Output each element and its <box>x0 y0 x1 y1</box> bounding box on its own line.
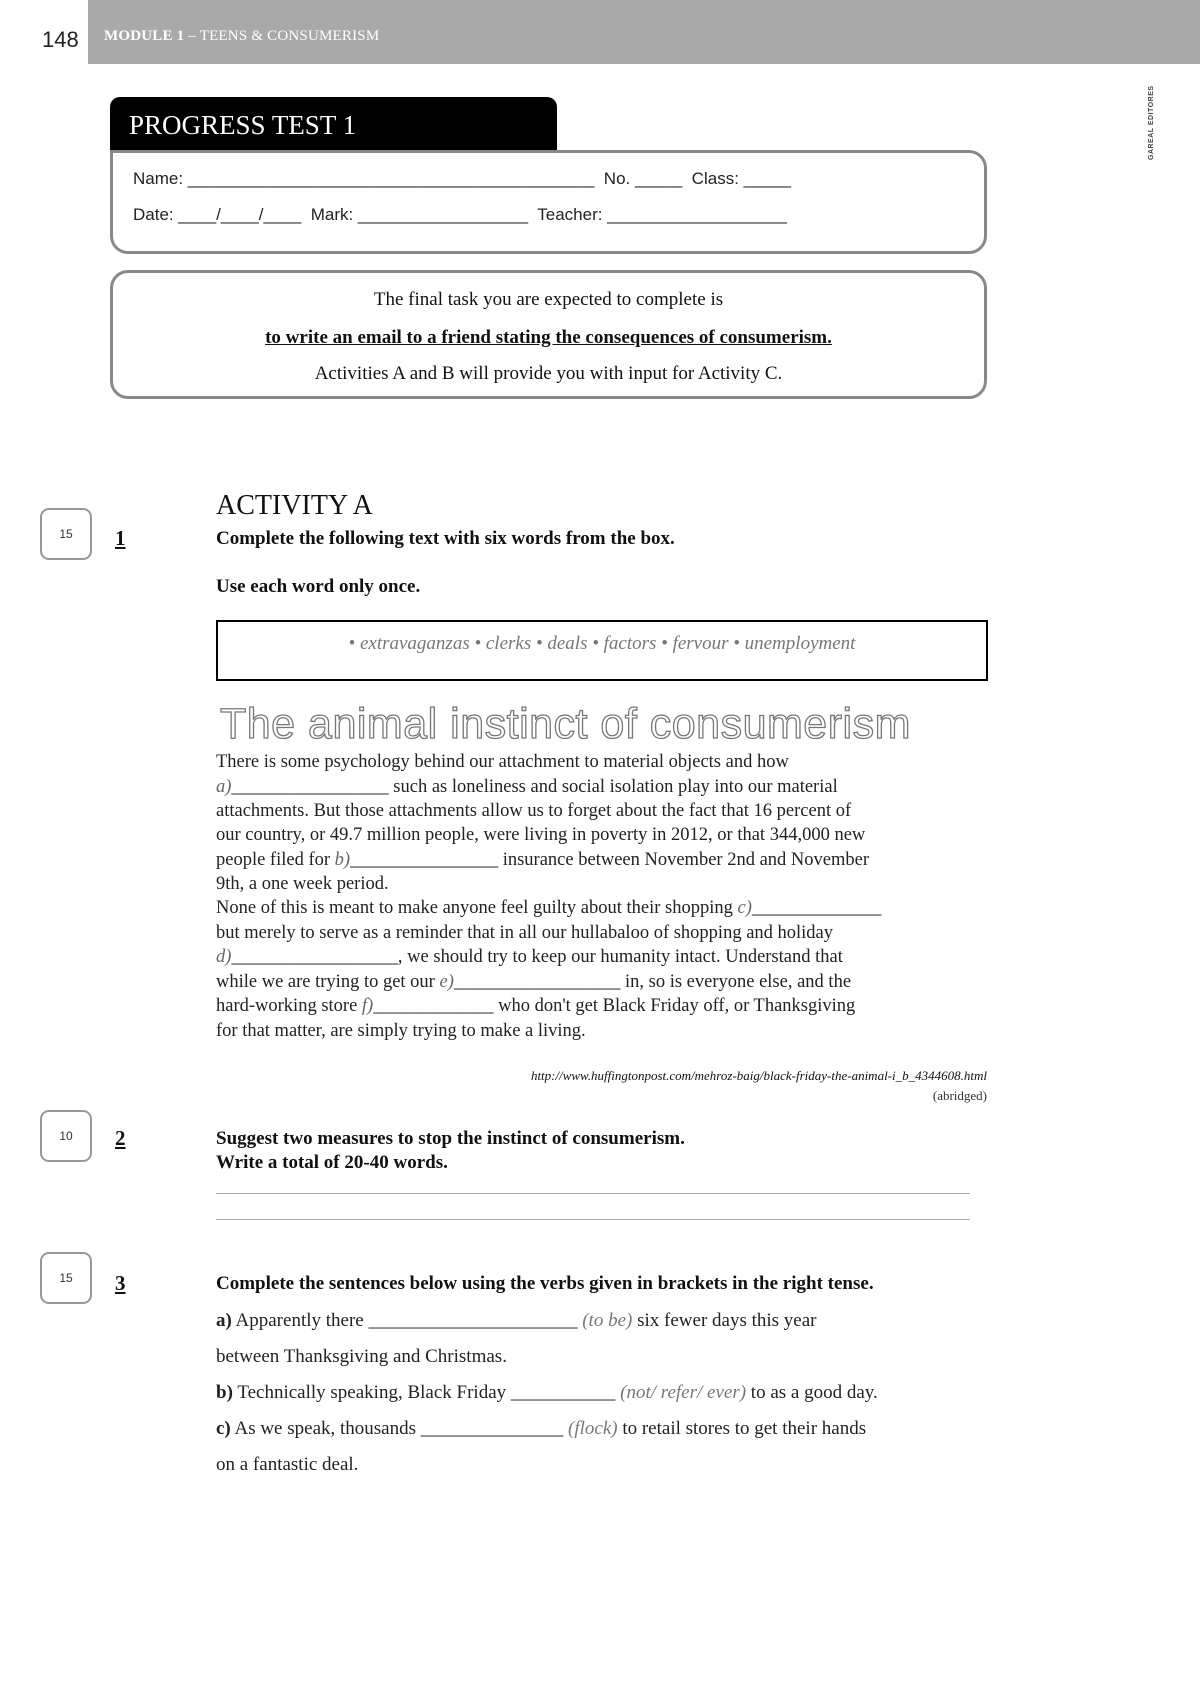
module-separator: – <box>184 28 200 44</box>
publisher-mark: GAREAL EDITORES <box>1148 85 1155 160</box>
article-title: The animal instinct of consumerism <box>220 700 911 748</box>
source-link[interactable]: http://www.huffingtonpost.com/mehroz-baig/black-friday-the-animal-i_b_4344608.html <box>530 1068 987 1083</box>
sentence-a <box>216 1310 817 1332</box>
q2-instruction-2: Write a total of 20-40 words. <box>216 1152 448 1173</box>
student-info-box <box>110 150 987 254</box>
verb-hint: (to be) <box>582 1310 633 1331</box>
text-segment: __________________ in, so is everyone else, and the <box>453 972 852 992</box>
gap-label-f: f) <box>361 996 374 1016</box>
gap-label-d: d) <box>216 947 232 967</box>
text-line: but merely to serve as a reminder that in all our hullabaloo of shopping and holiday <box>216 923 834 943</box>
word-box: • extravaganzas • clerks • deals • factors • fervour • unemployment <box>216 620 988 681</box>
text-line <box>216 898 881 919</box>
q2-instruction: Suggest two measures to stop the instinct of consumerism. <box>216 1128 685 1149</box>
task-intro: The final task you are expected to complete is <box>373 289 724 310</box>
text-segment: ________________ insurance between November 2nd and November <box>350 850 869 870</box>
item-label-c: c) <box>216 1418 231 1439</box>
task-note: Activities A and B will provide you with input for Activity C. <box>314 363 783 384</box>
module-label: MODULE 1 <box>104 28 185 44</box>
sentence-segment: Technically speaking, Black Friday ___________ <box>232 1382 621 1403</box>
sentence-segment: As we speak, thousands _______________ <box>230 1418 568 1439</box>
q1-instruction-2: Use each word only once. <box>216 576 421 597</box>
page-number: 148 <box>42 27 79 52</box>
text-line: 9th, a one week period. <box>216 874 389 894</box>
sentence-b <box>216 1382 878 1404</box>
verb-hint: (not/ refer/ ever) <box>620 1382 747 1403</box>
text-line: for that matter, are simply trying to make a living. <box>216 1021 586 1041</box>
q1-instruction: Complete the following text with six words from the box. <box>216 528 675 549</box>
module-topic: TEENS & CONSUMERISM <box>199 28 380 44</box>
score-box-q3: 15 <box>40 1252 92 1304</box>
text-segment: _________________ such as loneliness and social isolation play into our material <box>231 777 838 797</box>
sentence-a-line2: between Thanksgiving and Christmas. <box>216 1346 507 1367</box>
gap-label-e: e) <box>439 972 454 992</box>
score-box-q1: 15 <box>40 508 92 560</box>
gap-label-a: a) <box>216 777 232 797</box>
sentence-segment: to retail stores to get their hands <box>617 1418 867 1439</box>
text-segment: hard-working store <box>216 996 362 1016</box>
test-title: PROGRESS TEST 1 <box>110 97 557 150</box>
question-number-2: 2 <box>115 1126 126 1150</box>
text-segment: _____________ who don't get Black Friday off, or Thanksgiving <box>373 996 856 1016</box>
text-line <box>216 777 838 798</box>
text-segment: while we are trying to get our <box>216 972 440 992</box>
gap-label-b: b) <box>334 850 351 870</box>
text-line <box>216 850 869 871</box>
q3-instruction: Complete the sentences below using the verbs given in brackets in the right tense. <box>216 1273 874 1294</box>
module-title <box>104 28 379 45</box>
text-line <box>216 947 843 968</box>
verb-hint: (flock) <box>568 1418 618 1439</box>
sentence-c-line2: on a fantastic deal. <box>216 1454 359 1475</box>
question-number-1: 1 <box>115 526 126 550</box>
text-line: There is some psychology behind our attachment to material objects and how <box>216 752 789 772</box>
gap-label-c: c) <box>737 898 752 918</box>
task-statement: to write an email to a friend stating the consequences of consumerism. <box>265 327 832 348</box>
text-segment: people filed for <box>216 850 335 870</box>
answer-line[interactable] <box>216 1219 970 1220</box>
text-line <box>216 996 855 1017</box>
text-line: our country, or 49.7 million people, were living in poverty in 2012, or that 344,000 new <box>216 825 866 845</box>
text-segment: ______________ <box>751 898 882 918</box>
text-line: attachments. But those attachments allow us to forget about the fact that 16 percent of <box>216 801 852 821</box>
sentence-segment: six fewer days this year <box>632 1310 817 1331</box>
final-task-box <box>110 270 987 399</box>
item-label-a: a) <box>216 1310 232 1331</box>
text-segment: __________________, we should try to keep our humanity intact. Understand that <box>231 947 843 967</box>
sentence-c <box>216 1418 866 1440</box>
activity-title: ACTIVITY A <box>216 490 373 521</box>
answer-line[interactable] <box>216 1193 970 1194</box>
text-segment: None of this is meant to make anyone feel guilty about their shopping <box>216 898 738 918</box>
info-line-name: Name: ___________________________________________ No. _____ Class: _____ <box>133 169 791 188</box>
sentence-segment: Apparently there ______________________ <box>231 1310 583 1331</box>
text-line <box>216 972 851 993</box>
sentence-segment: to as a good day. <box>746 1382 878 1403</box>
question-number-3: 3 <box>115 1271 126 1295</box>
info-line-date: Date: ____/____/____ Mark: __________________ Teacher: ___________________ <box>133 205 787 224</box>
score-box-q2: 10 <box>40 1110 92 1162</box>
item-label-b: b) <box>216 1382 233 1403</box>
source-note: (abridged) <box>932 1088 987 1103</box>
